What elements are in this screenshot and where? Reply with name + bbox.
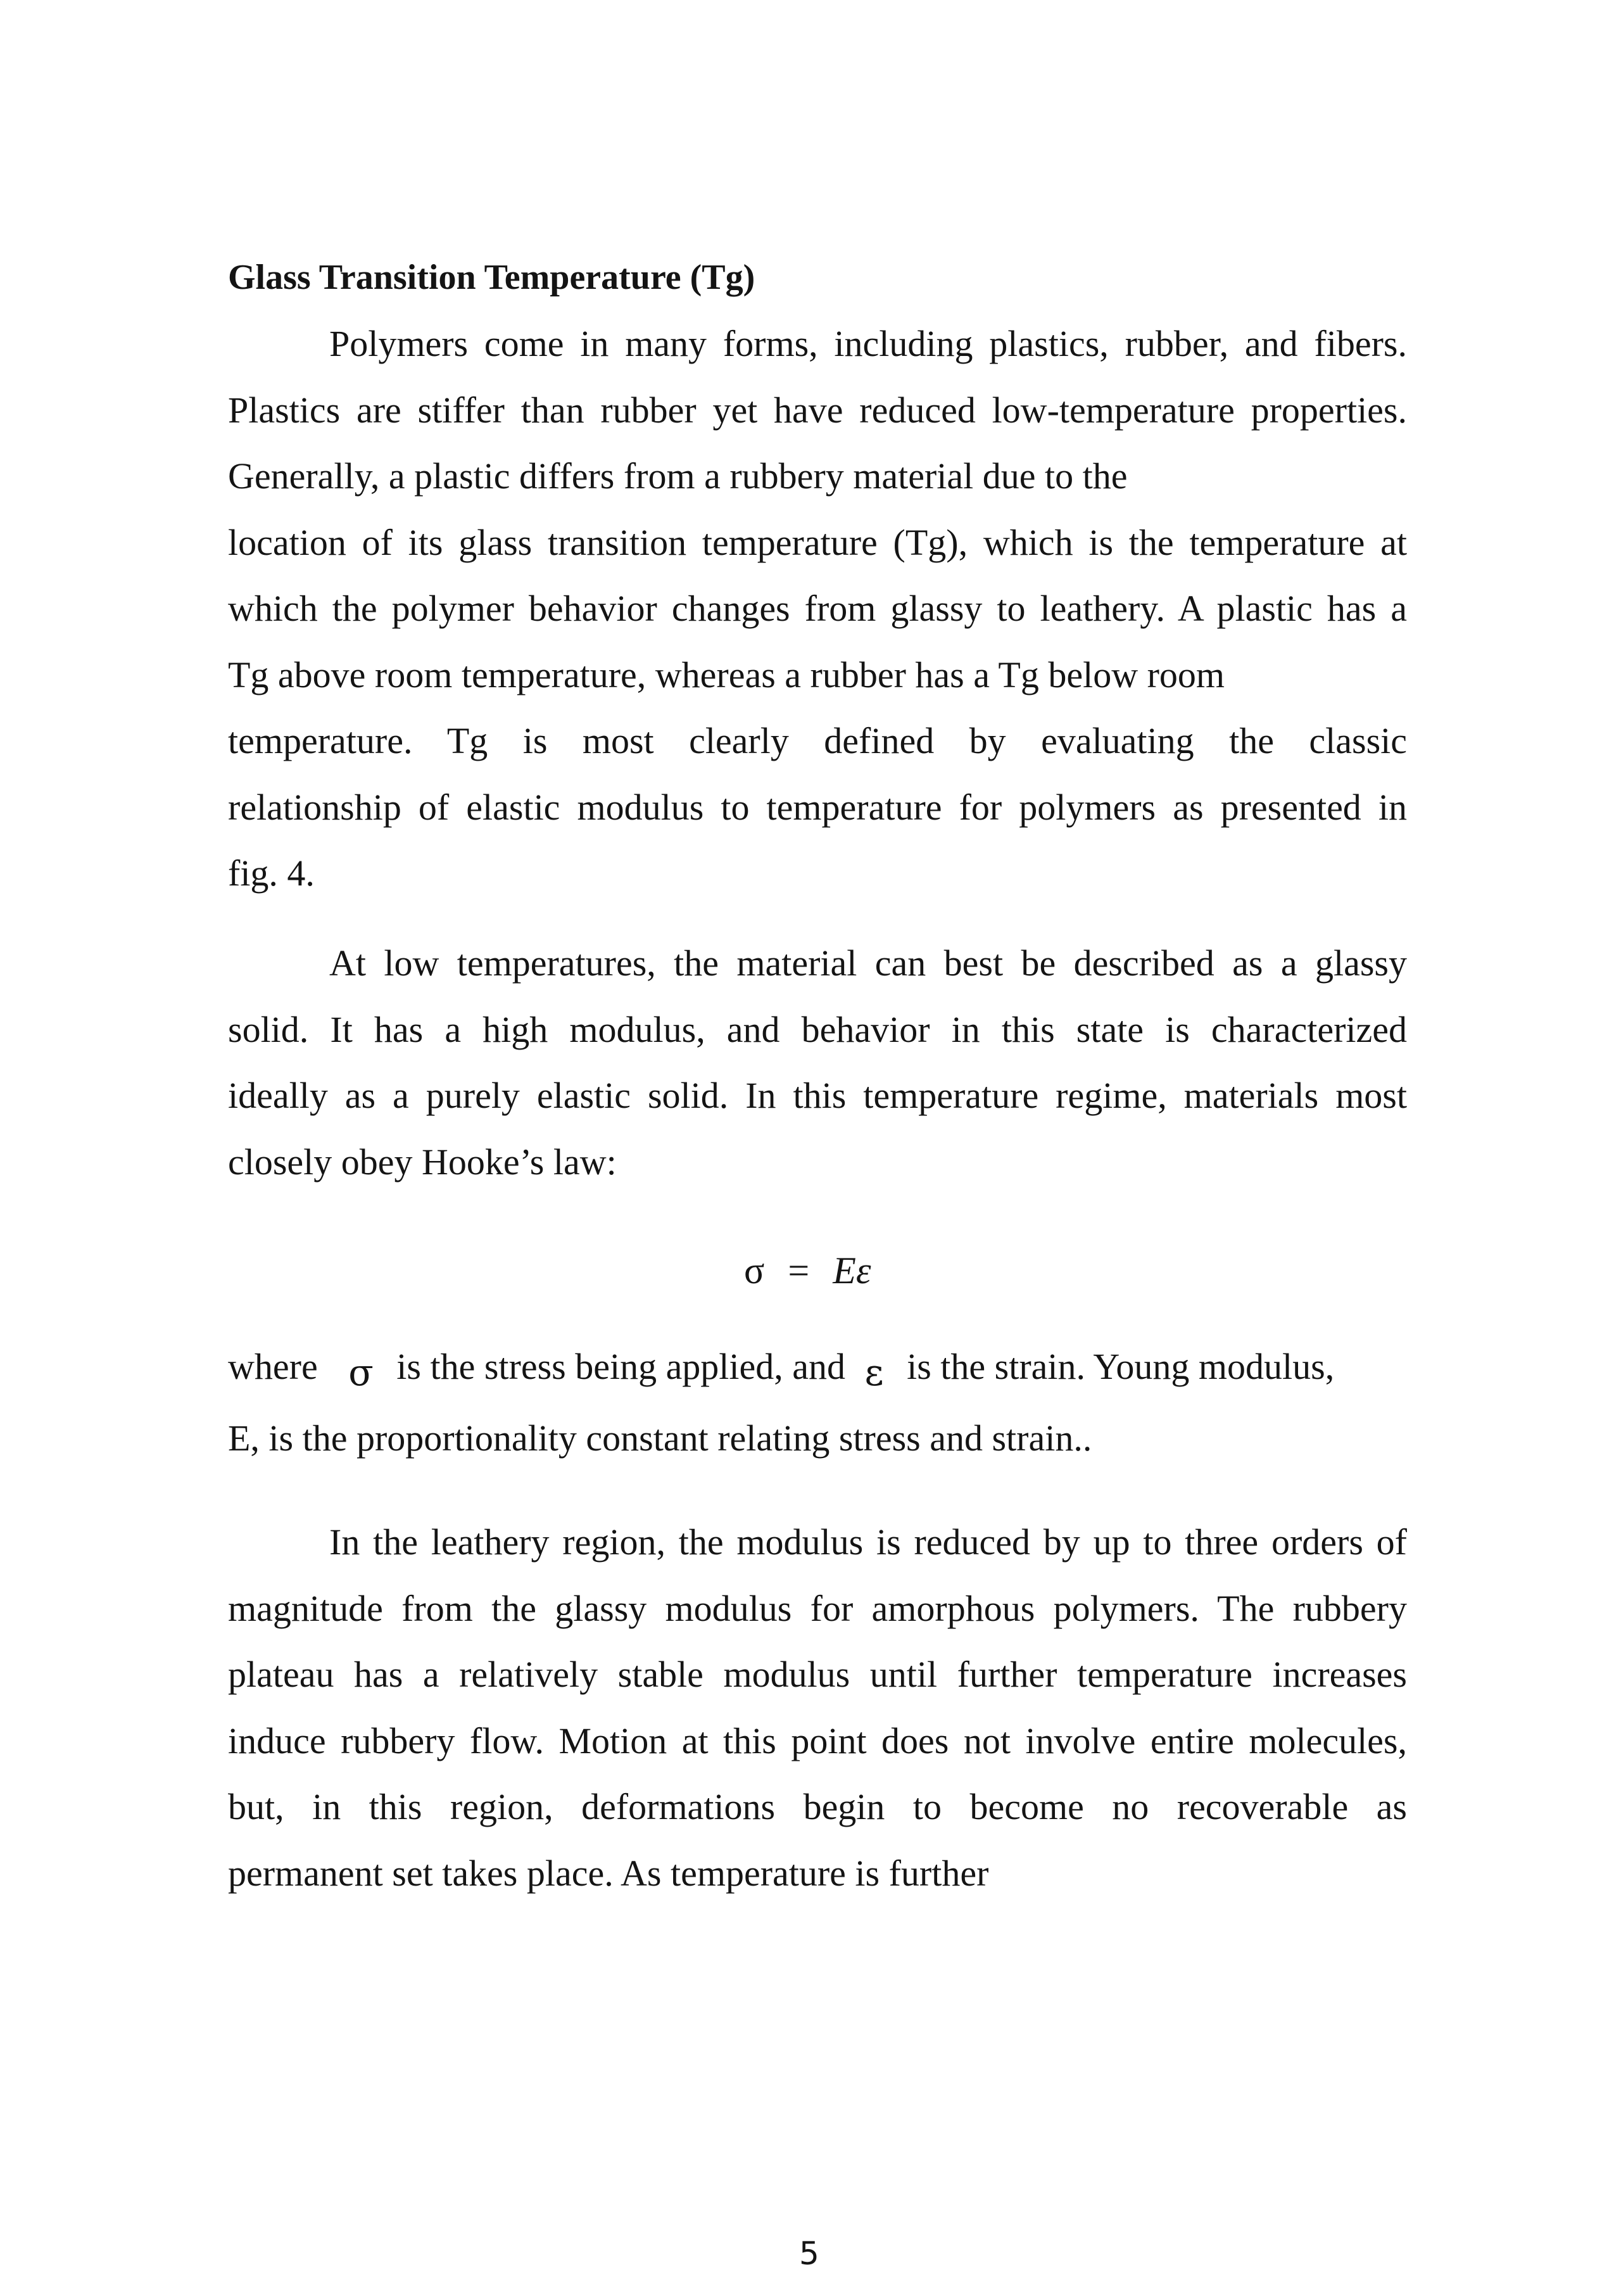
paragraph-line: In the leathery region, the modulus is reduced by up to three orders of	[329, 1521, 1407, 1563]
where-text: is the strain. Young modulus,	[907, 1346, 1335, 1387]
where-text: is the stress being applied, and	[396, 1346, 846, 1387]
paragraph-line: closely obey Hooke’s law:	[228, 1141, 617, 1183]
paragraph-line: Generally, a plastic differs from a rubbery material due to the	[228, 455, 1128, 497]
paragraph-line: magnitude from the glassy modulus for amorphous polymers. The rubbery	[228, 1588, 1407, 1629]
where-text: where	[228, 1346, 318, 1387]
paragraph-line: At low temperatures, the material can best be described as a glassy	[329, 942, 1407, 984]
epsilon-symbol: ε	[855, 1250, 871, 1291]
paragraph-line: which the polymer behavior changes from glassy to leathery. A plastic has a	[228, 588, 1407, 629]
page-number: 5	[799, 2235, 819, 2272]
paragraph-line: plateau has a relatively stable modulus until further temperature increases	[228, 1654, 1407, 1695]
sigma-symbol: σ	[744, 1250, 765, 1291]
equals-sign: =	[788, 1250, 810, 1291]
paragraph-line: relationship of elastic modulus to temperature for polymers as presented in	[228, 787, 1407, 828]
paragraph-line: but, in this region, deformations begin to become no recoverable as	[228, 1786, 1407, 1827]
paragraph-line: induce rubbery flow. Motion at this point does not involve entire molecules,	[228, 1720, 1407, 1761]
paragraph-line: Polymers come in many forms, including plastics, rubber, and fibers.	[329, 323, 1407, 364]
paragraph-line: Tg above room temperature, whereas a rubber has a Tg below room	[228, 654, 1225, 695]
where-line-2: E, is the proportionality constant relating stress and strain..	[228, 1418, 1092, 1459]
hookes-law-equation	[744, 1245, 871, 1296]
section-heading: Glass Transition Temperature (Tg)	[228, 258, 755, 297]
paragraph-line: Plastics are stiffer than rubber yet have reduced low-temperature properties.	[228, 390, 1407, 431]
epsilon-symbol-inline: ε	[864, 1351, 884, 1394]
paragraph-line: fig. 4.	[228, 853, 315, 894]
modulus-variable: E	[833, 1250, 856, 1291]
paragraph-line: location of its glass transition temperature (Tg), which is the temperature at	[228, 522, 1407, 563]
sigma-symbol-inline: σ	[348, 1351, 374, 1394]
paragraph-line: permanent set takes place. As temperature is further	[228, 1853, 989, 1894]
paragraph-line: temperature. Tg is most clearly defined by evaluating the classic	[228, 720, 1407, 761]
paragraph-line: solid. It has a high modulus, and behavior in this state is characterized	[228, 1009, 1407, 1050]
paragraph-line: ideally as a purely elastic solid. In this temperature regime, materials most	[228, 1075, 1407, 1116]
where-line	[228, 1343, 1334, 1397]
